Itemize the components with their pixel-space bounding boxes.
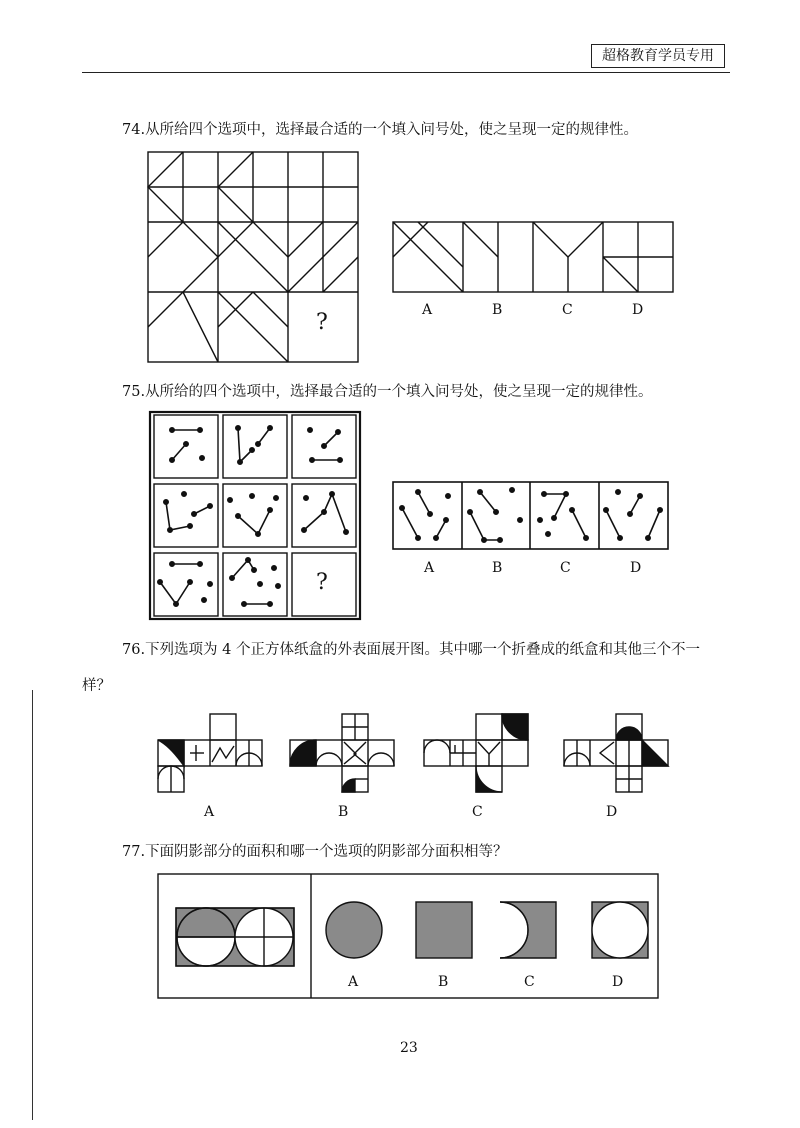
q74-option-a: A [422,302,433,318]
q74-option-d: D [632,302,644,318]
q75-option-b: B [492,560,503,576]
question-75-text: 从所给的四个选项中，选择最合适的一个填入问号处，使之呈现一定的规律性。 [145,384,653,400]
q74-option-c: C [562,302,573,318]
question-77-text: 下面阴影部分的面积和哪一个选项的阴影部分面积相等？ [145,844,508,860]
question-76-text: 下列选项为 4 个正方体纸盒的外表面展开图。其中哪一个折叠成的纸盒和其他三个不一 [145,642,701,658]
q77-option-b: B [438,974,449,990]
q74-option-b: B [492,302,503,318]
q75-option-a: A [424,560,435,576]
q76-option-a: A [204,804,215,820]
q77-option-d: D [612,974,624,990]
q76-option-b: B [338,804,349,820]
header-label: 超格教育学员专用 [591,44,725,68]
question-75-number: 75. [122,384,146,400]
q75-option-c: C [560,560,571,576]
q76-option-d: D [606,804,618,820]
q74-question-mark: ? [316,310,328,335]
q76-option-c: C [472,804,483,820]
q75-option-d: D [630,560,642,576]
q77-option-a: A [348,974,359,990]
q77-option-c: C [524,974,535,990]
question-76-line2: 样？ [82,678,111,694]
page-number: 23 [400,1040,418,1056]
question-74-number: 74. [122,122,146,138]
q75-question-mark: ? [316,570,328,595]
question-77-number: 77. [122,844,146,860]
question-76-number: 76. [122,642,146,658]
question-74-text: 从所给四个选项中，选择最合适的一个填入问号处，使之呈现一定的规律性。 [145,122,639,138]
